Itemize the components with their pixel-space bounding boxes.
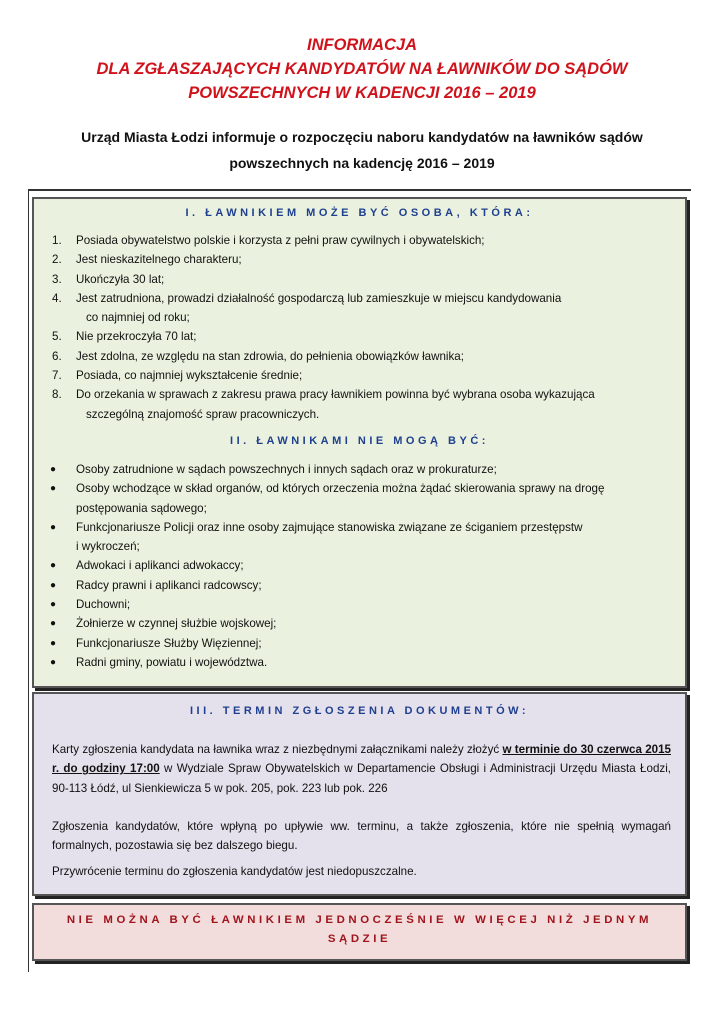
bullet-icon: ● <box>50 463 57 475</box>
item-number: 3. <box>52 272 62 286</box>
intro-text <box>40 124 684 176</box>
list-item <box>34 289 685 328</box>
item-number: 1. <box>52 234 62 247</box>
item-text: Do orzekania w sprawach z zakresu prawa pracy ławnikiem powinna być wybrana osoba wykazująca <box>76 388 595 402</box>
list-item <box>34 479 685 518</box>
section-1-heading: I. ŁAWNIKIEM MOŻE BYĆ OSOBA, KTÓRA: <box>185 207 534 219</box>
list-item <box>34 231 685 250</box>
item-text: Radcy prawni i aplikanci radcowscy; <box>76 578 262 592</box>
section-2-list <box>34 460 685 672</box>
title-line-3: POWSZECHNYCH W KADENCJI 2016 – 2019 <box>188 84 536 102</box>
bullet-icon: ● <box>50 521 57 533</box>
item-text: Adwokaci i aplikanci adwokaccy; <box>76 559 244 573</box>
list-item <box>34 460 685 479</box>
item-continuation: co najmniej od roku; <box>86 311 190 325</box>
intro-line-1: Urząd Miasta Łodzi informuje o rozpoczęciu naboru kandydatów na ławników sądów <box>81 129 643 145</box>
list-item <box>34 270 685 289</box>
section-3-heading: III. TERMIN ZGŁOSZENIA DOKUMENTÓW: <box>190 705 529 717</box>
bullet-icon: ● <box>50 599 57 611</box>
section-1-list <box>34 231 685 424</box>
notice-line-1: NIE MOŻNA BYĆ ŁAWNIKIEM JEDNOCZEŚNIE W WIĘCEJ NIŻ JEDNYM <box>66 914 653 926</box>
list-item <box>34 653 685 672</box>
notice-line-2: SĄDZIE <box>327 933 392 945</box>
item-text: Żołnierze w czynnej służbie wojskowej; <box>76 617 277 631</box>
bullet-icon: ● <box>50 579 57 591</box>
item-number: 4. <box>52 291 62 305</box>
item-text: Funkcjonariusze Służby Więziennej; <box>76 636 262 650</box>
late-submission-paragraph: Zgłoszenia kandydatów, które wpłyną po upływie ww. terminu, a także zgłoszenia, które nie spełnią wymagań formalnych, pozostawia się bez dalszego biegu. <box>52 819 671 853</box>
item-number: 8. <box>52 388 62 402</box>
list-item <box>34 556 685 575</box>
bullet-icon: ● <box>50 637 57 649</box>
no-restoration-paragraph: Przywrócenie terminu do zgłoszenia kandydatów jest niedopuszczalne. <box>52 865 417 879</box>
item-continuation: postępowania sądowego; <box>76 501 207 515</box>
bullet-icon: ● <box>50 656 57 668</box>
eligibility-box <box>32 197 687 688</box>
item-text: Posiada, co najmniej wykształcenie średnie; <box>76 369 303 383</box>
item-text: Ukończyła 30 lat; <box>76 272 165 286</box>
item-number: 2. <box>52 253 62 267</box>
list-item <box>34 634 685 653</box>
document-title <box>0 33 724 105</box>
item-text: Jest zatrudniona, prowadzi działalność gospodarczą lub zamieszkuje w miejscu kandydowania <box>76 291 562 305</box>
item-continuation: szczególną znajomość spraw pracowniczych. <box>86 407 320 421</box>
deadline-text: w terminie do 30 czerwca 2015 r. do godziny 17:00 <box>52 743 671 776</box>
deadline-box <box>32 692 687 896</box>
submission-text-a: Karty zgłoszenia kandydata na ławnika wraz z niezbędnymi załącznikami należy złożyć <box>52 743 503 756</box>
item-number: 7. <box>52 369 62 383</box>
list-item <box>34 518 685 557</box>
list-item <box>34 576 685 595</box>
item-text: Jest nieskazitelnego charakteru; <box>76 253 242 267</box>
item-text: Radni gminy, powiatu i województwa. <box>76 655 268 669</box>
intro-line-2: powszechnych na kadencję 2016 – 2019 <box>229 155 495 171</box>
list-item <box>34 250 685 269</box>
item-number: 6. <box>52 349 62 363</box>
bullet-icon: ● <box>50 483 57 495</box>
title-line-1: INFORMACJA <box>307 36 417 54</box>
title-line-2: DLA ZGŁASZAJĄCYCH KANDYDATÓW NA ŁAWNIKÓW DO SĄDÓW <box>96 60 628 78</box>
item-text: Osoby zatrudnione w sądach powszechnych i innych sądach oraz w prokuraturze; <box>76 462 497 476</box>
notice-box <box>32 903 687 961</box>
submission-paragraph <box>34 740 685 798</box>
item-number: 5. <box>52 330 62 344</box>
list-item <box>34 347 685 366</box>
item-text: Nie przekroczyła 70 lat; <box>76 330 197 344</box>
list-item <box>34 614 685 633</box>
item-continuation: i wykroczeń; <box>76 540 140 554</box>
notice-text <box>34 905 685 949</box>
item-text: Osoby wchodzące w skład organów, od których orzeczenia można żądać skierowania sprawy na drogę <box>76 482 605 496</box>
list-item <box>34 327 685 346</box>
bullet-icon: ● <box>50 560 57 572</box>
item-text: Funkcjonariusze Policji oraz inne osoby zajmujące stanowiska związane ze ściganiem przestępstw <box>76 520 583 534</box>
list-item <box>34 366 685 385</box>
item-text: Posiada obywatelstwo polskie i korzysta z pełni praw cywilnych i obywatelskich; <box>76 234 485 247</box>
item-text: Jest zdolna, ze względu na stan zdrowia, do pełnienia obowiązków ławnika; <box>76 349 464 363</box>
list-item <box>34 595 685 614</box>
item-text: Duchowni; <box>76 598 131 612</box>
section-2-heading: II. ŁAWNIKAMI NIE MOGĄ BYĆ: <box>230 434 489 447</box>
list-item <box>34 385 685 424</box>
submission-text-b: w Wydziale Spraw Obywatelskich w Departamencie Obsługi i Administracji Urzędu Miasta Łodzi, 90-113 Łódź, ul Sienkiewicza 5 w pok. 205, pok. 223 lub pok. 226 <box>52 762 671 795</box>
bullet-icon: ● <box>50 618 57 630</box>
